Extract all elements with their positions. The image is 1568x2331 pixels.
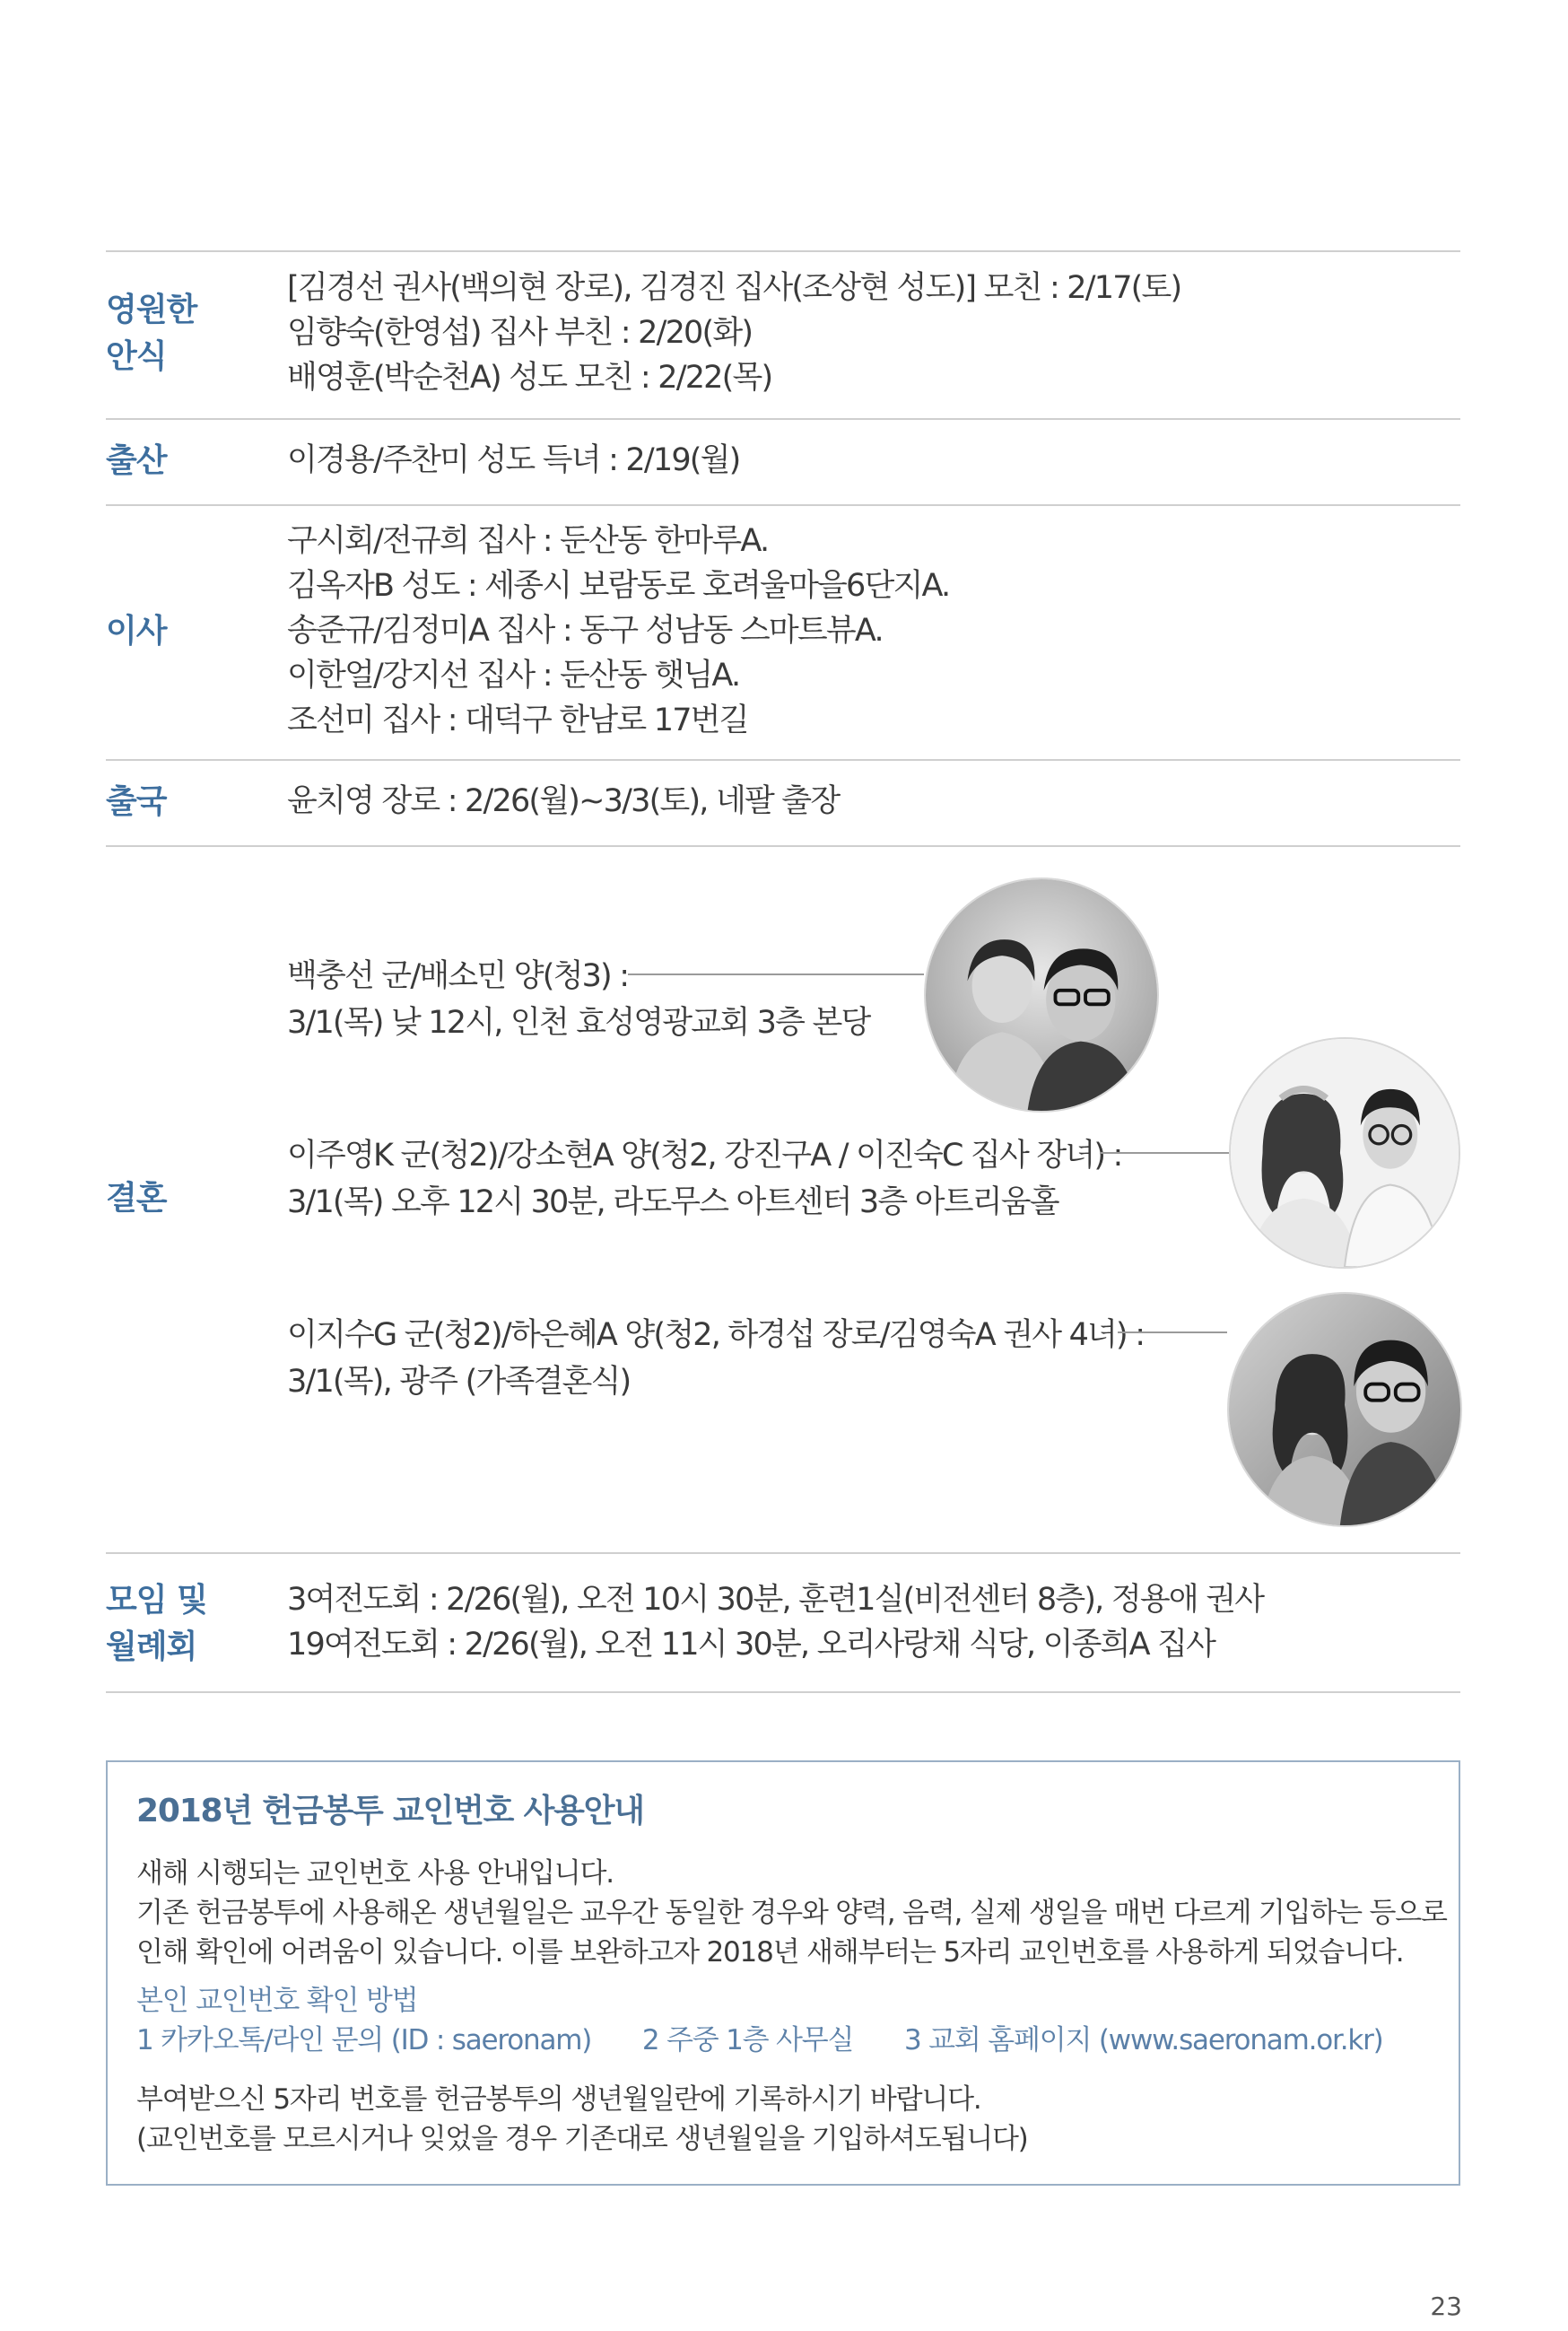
method-item: 1 카카오톡/라인 문의 (ID : saeronam) xyxy=(136,2024,592,2056)
photo-connector-line xyxy=(1118,1331,1227,1333)
divider xyxy=(106,250,1460,252)
notice-body xyxy=(136,1854,1447,1972)
content-line: 19여전도회 : 2/26(월), 오전 11시 30분, 오리사랑채 식당, 이종희A 집사 xyxy=(287,1627,1215,1663)
notice-body-line: 기존 헌금봉투에 사용해온 생년월일은 교우간 동일한 경우와 양력, 음력, 실제 생일을 매번 다르게 기입하는 등으로 xyxy=(136,1897,1447,1929)
couple-photo-image xyxy=(1231,1039,1459,1267)
section-label-birth: 출산 xyxy=(106,442,167,479)
wedding-entry xyxy=(287,1312,1144,1405)
notice-footer-line: (교인번호를 모르시거나 잊었을 경우 기존대로 생년월일을 기입하셔도됩니다) xyxy=(136,2123,1028,2155)
divider xyxy=(106,759,1460,761)
section-content-birth xyxy=(287,438,1435,483)
section-label-wedding: 결혼 xyxy=(106,1180,167,1217)
section-content-meeting xyxy=(287,1577,1435,1667)
content-line: 조선미 집사 : 대덕구 한남로 17번길 xyxy=(287,703,748,738)
section-content-moving xyxy=(287,519,1435,743)
couple-photo-image xyxy=(926,879,1157,1111)
divider xyxy=(106,1552,1460,1554)
section-content-condolence xyxy=(287,266,1435,400)
content-line: 윤치영 장로 : 2/26(월)~3/3(토), 네팔 출장 xyxy=(287,783,840,819)
section-label-condolence: 영원한 안식 xyxy=(106,292,197,375)
couple-photo xyxy=(1227,1292,1462,1527)
notice-body-line: 인해 확인에 어려움이 있습니다. 이를 보완하고자 2018년 새해부터는 5자리 교인번호를 사용하게 되었습니다. xyxy=(136,1936,1404,1969)
notice-methods xyxy=(136,2021,1437,2060)
content-line: 3여전도회 : 2/26(월), 오전 10시 30분, 훈련1실(비전센터 8층), 정용애 권사 xyxy=(287,1582,1264,1618)
wedding-couple: 이주영K 군(청2)/강소현A 양(청2, 강진구A / 이진숙C 집사 장녀) : xyxy=(287,1138,1122,1174)
content-line: 송준규/김정미A 집사 : 동구 성남동 스마트뷰A. xyxy=(287,613,883,649)
notice-title: 2018년 헌금봉투 교인번호 사용안내 xyxy=(136,1793,644,1829)
divider xyxy=(106,1691,1460,1693)
wedding-details: 3/1(목) 오후 12시 30분, 라도무스 아트센터 3층 아트리움홀 xyxy=(287,1184,1058,1220)
method-item: 3 교회 홈페이지 (www.saeronam.or.kr) xyxy=(903,2024,1383,2056)
couple-photo-image xyxy=(1229,1294,1460,1525)
couple-photo xyxy=(1229,1037,1460,1269)
page-number: 23 xyxy=(1430,2292,1462,2321)
couple-photo xyxy=(924,877,1159,1113)
divider xyxy=(106,845,1460,847)
notice-body-line: 새해 시행되는 교인번호 사용 안내입니다. xyxy=(136,1857,614,1890)
photo-connector-line xyxy=(628,973,924,975)
section-label-moving: 이사 xyxy=(106,613,167,650)
notice-footer xyxy=(136,2080,1437,2159)
content-line: 임향숙(한영섭) 집사 부친 : 2/20(화) xyxy=(287,315,753,351)
notice-footer-line: 부여받으신 5자리 번호를 헌금봉투의 생년월일란에 기록하시기 바랍니다. xyxy=(136,2083,981,2116)
section-content-departure xyxy=(287,779,1435,824)
wedding-couple: 백충선 군/배소민 양(청3) : xyxy=(287,958,629,994)
notice-box xyxy=(106,1760,1460,2186)
method-item: 2 주중 1층 사무실 xyxy=(641,2024,854,2056)
content-line: 배영훈(박순천A) 성도 모친 : 2/22(목) xyxy=(287,360,772,396)
content-line: [김경선 권사(백의현 장로), 김경진 집사(조상현 성도)] 모친 : 2/17(토) xyxy=(287,270,1181,306)
divider xyxy=(106,504,1460,506)
section-label-departure: 출국 xyxy=(106,783,167,820)
content-line: 이한얼/강지선 집사 : 둔산동 햇님A. xyxy=(287,658,740,694)
photo-connector-line xyxy=(1100,1152,1229,1154)
wedding-entry xyxy=(287,953,869,1046)
divider xyxy=(106,418,1460,420)
wedding-couple: 이지수G 군(청2)/하은혜A 양(청2, 하경섭 장로/김영숙A 권사 4녀) : xyxy=(287,1317,1145,1353)
content-line: 구시회/전규희 집사 : 둔산동 한마루A. xyxy=(287,523,769,559)
wedding-details: 3/1(목), 광주 (가족결혼식) xyxy=(287,1364,631,1400)
notice-subtitle: 본인 교인번호 확인 방법 xyxy=(136,1985,418,2017)
wedding-entry xyxy=(287,1132,1122,1226)
content-line: 김옥자B 성도 : 세종시 보람동로 호려울마을6단지A. xyxy=(287,568,950,604)
section-label-meeting: 모임 및 월례회 xyxy=(106,1582,207,1665)
content-line: 이경용/주찬미 성도 득녀 : 2/19(월) xyxy=(287,442,740,478)
wedding-details: 3/1(목) 낮 12시, 인천 효성영광교회 3층 본당 xyxy=(287,1005,870,1041)
